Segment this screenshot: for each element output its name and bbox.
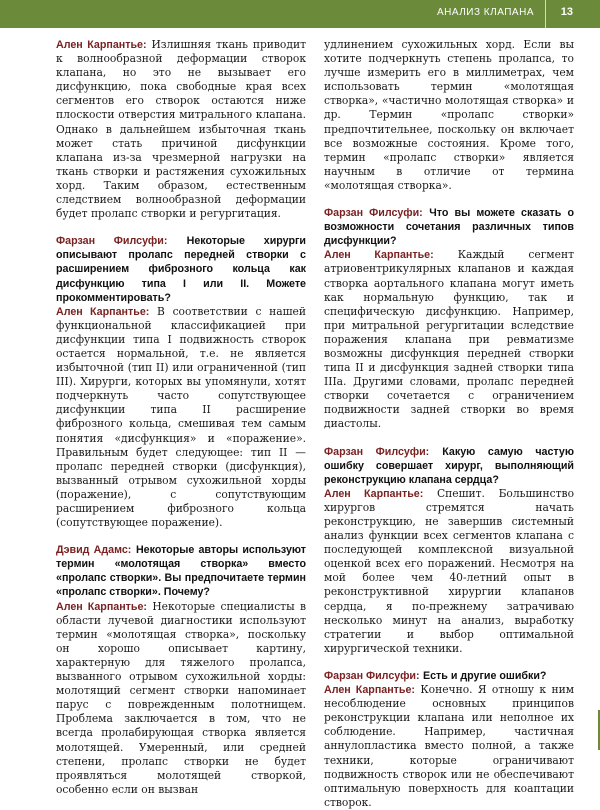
paragraph: [56, 234, 306, 304]
paragraph: [324, 669, 574, 683]
left-column: [56, 38, 306, 797]
speaker-name: Ален Карпантье:: [324, 487, 424, 500]
question-text: Какую самую частую ошибку совершает хирург, выполняющий реконструкцию клапана сердца?: [324, 445, 574, 486]
header-bar: [0, 0, 600, 28]
paragraph: [324, 206, 574, 248]
paragraph-text: Конечно. Я отношу к ним несоблюдение основных принципов реконструкции клапана или неполное их соблюдение. Например, частичная аннулопластика вместо полной, а также техники, которые ограничивают подвижность створок или не обеспечивают оптимальную поверхность для коаптации створок.: [324, 683, 575, 809]
paragraph: [324, 487, 574, 656]
page-number: 13: [560, 6, 573, 18]
paragraph: [56, 543, 306, 599]
paragraph-text: Спешит. Большинство хирургов стремятся начать реконструкцию, не завершив системный анализ функции всех сегментов клапана с последующей комплексной визуальной оценкой всех его поражений. Несмотря на мой более чем 40-летний опыт в реконструктивной хирургии клапанов сердца, я по-прежнему затрачиваю несколько минут на анализ, выработку стратегии и выбор оптимальной хирургической техники.: [324, 486, 575, 655]
paragraph: [56, 600, 306, 797]
chapter-title: АНАЛИЗ КЛАПАНА: [436, 7, 534, 18]
paragraph-text: Каждый сегмент атриовентрикулярных клапанов и каждая створка аортального клапана могут иметь как нормальную функцию, так и специфическую дисфункцию. Например, при митральной регургитации вследствие поражения клапана при ревматизме возможны дисфункция передней створки типа II и дисфункция задней створки типа IIIa. Другими словами, пролапс передней створки сочетается с ограничением подвижности задней створки во время диастолы.: [324, 248, 574, 431]
paragraph: [324, 445, 574, 487]
speaker-name: Ален Карпантье:: [324, 249, 434, 262]
spacer: [56, 221, 306, 234]
spacer: [324, 656, 574, 669]
question-text: Есть и другие ошибки?: [422, 669, 547, 682]
right-column: [324, 38, 574, 810]
paragraph-text: удлинением сухожильных хорд. Если вы хотите подчеркнуть степень пролапса, то лучше измерить его в миллиметрах, чем использовать термин «молотящая створка», «частично молотящая створка» и др. Термин «пролапс створки» предпочтительнее, поскольку он включает все возможные состояния. Кроме того, термин «пролапс створки» является научным в отличие от термина «молотящая створка».: [324, 38, 574, 192]
speaker-name: Ален Карпантье:: [56, 600, 147, 613]
speaker-name: Ален Карпантье:: [324, 684, 415, 697]
paragraph: [324, 38, 574, 193]
paragraph-text: Излишняя ткань приводит к волнообразной деформации створок клапана, но это не вызывает его дисфункцию, пока свободные края всех сегментов его створок остаются ниже плоскости отверстия митрального клапана. Однако в дальнейшем избыточная ткань может стать причиной дисфункции клапана из-за чрезмерной нагрузки на ткань створки и растяжения сухожильных хорд. Таким образом, естественным следствием волнообразной деформации будет пролапс створки и регургитация.: [56, 38, 306, 221]
question-text: Некоторые авторы используют термин «молотящая створка» вместо «пролапс створки». Вы предпочитаете термин «пролапс створки». Почему?: [56, 544, 306, 599]
speaker-name: Фарзан Филсуфи:: [324, 445, 430, 458]
spacer: [56, 530, 306, 543]
paragraph: [324, 248, 574, 431]
paragraph: [324, 683, 574, 810]
speaker-name: Дэвид Адамс:: [56, 544, 132, 557]
speaker-name: Фарзан Филсуфи:: [324, 669, 420, 682]
speaker-name: Ален Карпантье:: [56, 39, 147, 51]
spacer: [324, 193, 574, 206]
question-text: Некоторые хирурги описывают пролапс передней створки с расширением фиброзного кольца как дисфункцию типа I или II. Можете прокомментировать?: [56, 235, 307, 304]
paragraph: [56, 38, 306, 221]
paragraph-text: В соответствии с нашей функциональной классификацией при дисфункции типа I подвижность створок остается нормальной, т.е. не является избыточной (тип II) или ограниченной (тип III). Хирурги, которых вы упомянули, хотят подчеркнуть часто сопутствующее дисфункции типа II расширение фиброзного кольца, смешивая тем самым понятия «дисфункция» и «поражение». Правильным будет следующее: тип II — пролапс передней створки (дисфункция), вызванный отрывом сухожильной хорды (поражение), с сопутствующим расширением фиброзного кольца (сопутствующее поражение).: [56, 304, 307, 530]
paragraph: [56, 305, 306, 531]
speaker-name: Ален Карпантье:: [56, 305, 150, 318]
paragraph-text: Некоторые специалисты в области лучевой диагностики используют термин «молотящая створка», поскольку он хорошо описывает картину, характерную для тяжелого пролапса, вызванного отрывом сухожильной хорды: молотящий сегмент створки напоминает парус с поврежденным полотнищем. Проблема заключается в том, что не всегда пролабирующая створка является молотящей. Умеренный, или средней степени, пролапс створки не будет проявляться молотящей створкой, особенно если он вызван: [56, 599, 306, 796]
speaker-name: Фарзан Филсуфи:: [56, 235, 168, 248]
header-divider: [545, 0, 546, 28]
speaker-name: Фарзан Филсуфи:: [324, 207, 423, 220]
spacer: [324, 432, 574, 445]
question-text: Что вы можете сказать о возможности сочетания различных типов дисфункции?: [324, 207, 574, 248]
